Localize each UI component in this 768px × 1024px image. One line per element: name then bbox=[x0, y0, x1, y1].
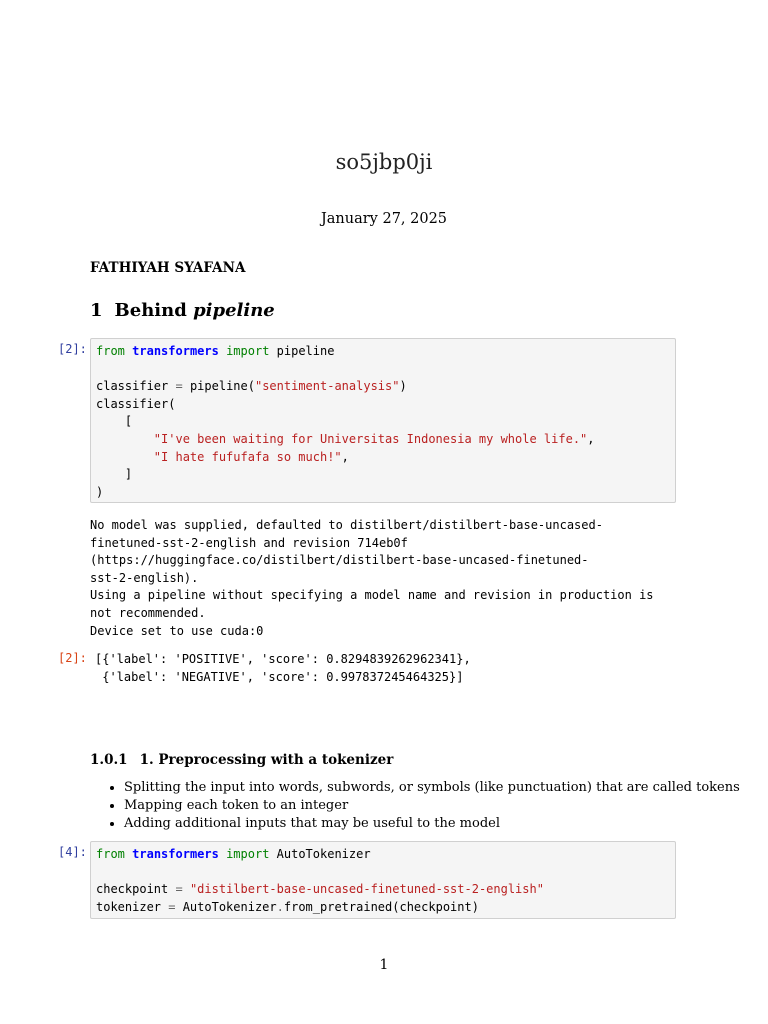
code-token: pipeline( bbox=[182, 379, 255, 394]
code-token-kw: from bbox=[96, 344, 125, 358]
code-token bbox=[183, 882, 190, 896]
subsection-text: 1. Preprocessing with a tokenizer bbox=[139, 752, 394, 768]
code-token: AutoTokenizer bbox=[175, 899, 277, 914]
code-token: tokenizer bbox=[96, 899, 169, 914]
code-token: pipeline bbox=[269, 344, 335, 358]
section-italic: pipeline bbox=[193, 300, 275, 321]
code-token bbox=[96, 432, 154, 446]
code-token: from_pretrained(checkpoint) bbox=[283, 899, 479, 914]
code-token-op: = bbox=[175, 379, 183, 394]
page-number: 1 bbox=[379, 957, 389, 973]
code-token-str: "I hate fufufafa so much!" bbox=[153, 449, 342, 464]
bullet-list bbox=[106, 779, 740, 833]
code-token: , bbox=[341, 449, 349, 464]
code-token: , bbox=[587, 431, 595, 446]
document-date: January 27, 2025 bbox=[320, 211, 448, 227]
input-prompt-cell-1: [2]: bbox=[58, 342, 87, 356]
output-prompt-cell-1: [2]: bbox=[58, 651, 87, 665]
code-cell-1[interactable] bbox=[90, 338, 676, 503]
section-heading bbox=[90, 300, 275, 321]
cell-1-result: [{'label': 'POSITIVE', 'score': 0.8294839262962341}, {'label': 'NEGATIVE', 'score': 0.997837245464325}] bbox=[95, 652, 471, 684]
code-token bbox=[219, 344, 226, 358]
code-cell-2[interactable] bbox=[90, 841, 676, 919]
code-token-kw: import bbox=[226, 344, 270, 358]
code-token: AutoTokenizer bbox=[269, 847, 371, 861]
input-prompt-cell-2: [4]: bbox=[58, 845, 87, 859]
section-number: 1 bbox=[90, 300, 103, 321]
code-cell-1-source bbox=[96, 343, 670, 501]
code-token bbox=[219, 847, 226, 861]
code-token: ] bbox=[96, 467, 133, 482]
code-token-kw: import bbox=[226, 847, 270, 861]
code-token-op: = bbox=[168, 899, 176, 914]
subsection-number: 1.0.1 bbox=[90, 752, 128, 768]
bullet-item: • Adding additional inputs that may be useful to the model bbox=[124, 815, 740, 833]
code-token: classifier bbox=[96, 379, 176, 394]
stderr-output: No model was supplied, defaulted to distilbert/distilbert-base-uncased- finetuned-sst-2-english and revision 714eb0f (https://huggingface.co/distilbert/distilbert-base-uncased-finetuned- sst-2-english). Using a pipeline without specifying a model name and revision in production is not recommended. Device set to use cuda:0 bbox=[90, 518, 654, 638]
code-token-str: "sentiment-analysis" bbox=[254, 379, 400, 394]
code-token-op: . bbox=[276, 899, 284, 914]
code-token-mod: transformers bbox=[132, 344, 219, 358]
bullet-item: • Splitting the input into words, subwords, or symbols (like punctuation) that are called tokens bbox=[124, 779, 740, 797]
code-token-op: = bbox=[175, 882, 183, 897]
code-token: [ bbox=[96, 414, 133, 429]
document-title: so5jbp0ji bbox=[335, 150, 433, 174]
code-token-kw: from bbox=[96, 847, 125, 861]
code-token: checkpoint bbox=[96, 882, 176, 897]
code-token-str: "I've been waiting for Universitas Indonesia my whole life." bbox=[153, 431, 588, 446]
code-token bbox=[96, 450, 154, 464]
code-cell-2-source bbox=[96, 846, 670, 916]
bullet-item: • Mapping each token to an integer bbox=[124, 797, 740, 815]
section-text: Behind bbox=[114, 300, 194, 321]
subsection-heading bbox=[90, 752, 393, 768]
code-token: classifier( bbox=[96, 396, 176, 411]
author-name: FATHIYAH SYAFANA bbox=[90, 260, 246, 276]
code-token-str: "distilbert-base-uncased-finetuned-sst-2-english" bbox=[189, 882, 544, 897]
code-token-mod: transformers bbox=[132, 847, 219, 861]
code-token: ) bbox=[96, 484, 104, 499]
code-token: ) bbox=[399, 379, 407, 394]
